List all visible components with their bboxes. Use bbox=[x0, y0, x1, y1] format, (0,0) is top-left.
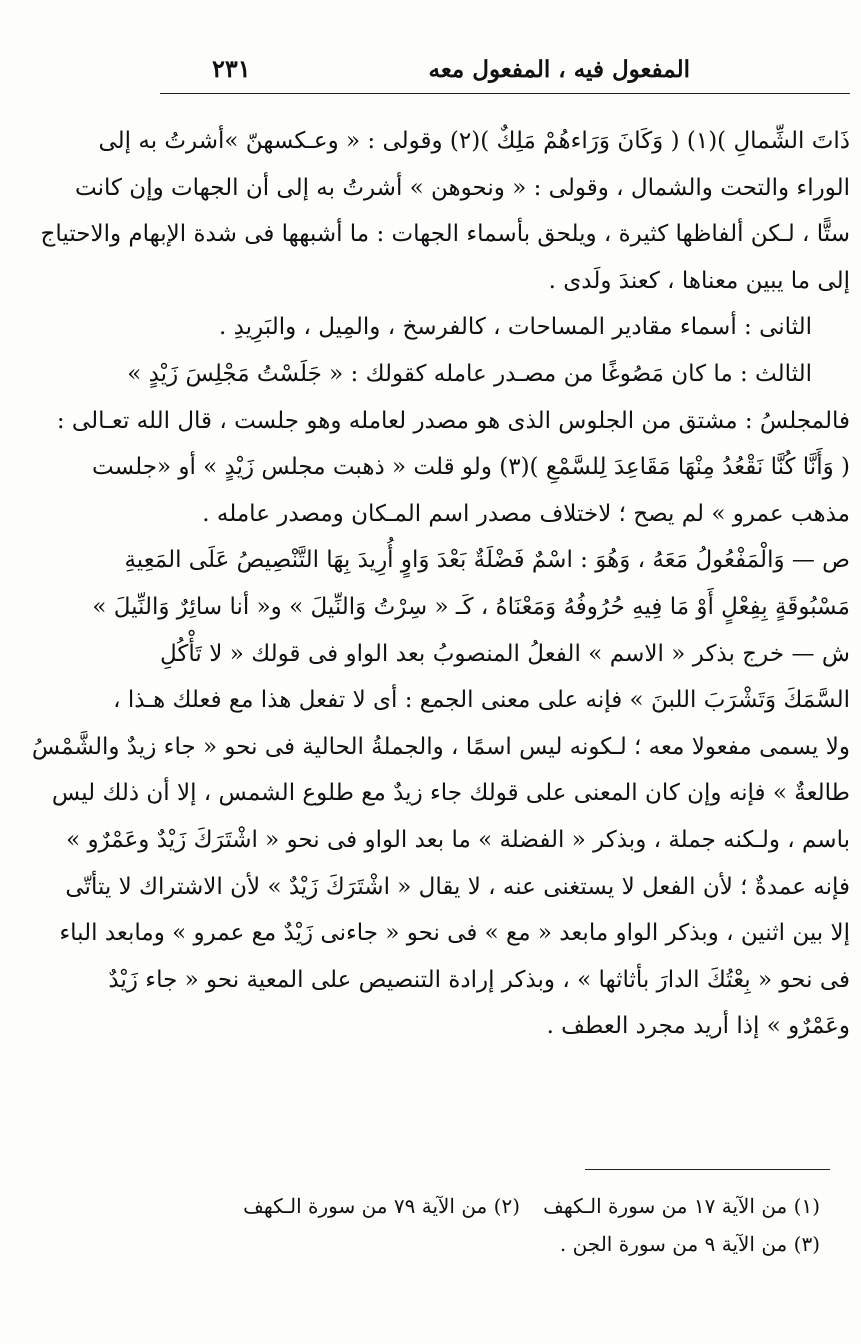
text-line: ص — وَالْمَفْعُولُ مَعَهُ ، وَهُوَ : اسْمٌ فَضْلَةٌ بَعْدَ وَاوٍ أُرِيدَ بِهَا التَّنْصِيصُ عَلَى المَعِيةِ bbox=[124, 547, 850, 574]
text-line: السَّمَكَ وَتَشْرَبَ اللبنَ » فإنه على معنى الجمع : أى لا تفعل هذا مع فعلك هـذا ، bbox=[113, 687, 850, 714]
header-rule bbox=[160, 93, 850, 94]
text-line: وعَمْرٌو » إذا أريد مجرد العطف . bbox=[546, 1013, 850, 1040]
text-line: مَسْبُوقَةٍ بِفِعْلٍ أَوْ مَا فِيهِ حُرُوفُهُ وَمَعْنَاهُ ، كَـ « سِرْتُ وَالنِّيلَ » و« أنا سائِرٌ وَالنِّيلَ » bbox=[92, 593, 850, 620]
text-line: ستًّا ، لـكن ألفاظها كثيرة ، ويلحق بأسماء الجهات : ما أشبهها فى شدة الإبهام والاحتياج bbox=[40, 221, 850, 248]
text-line: طالعةٌ » فإنه وإن كان المعنى على قولك جاء زيدٌ مع طلوع الشمس ، إلا أن ذلك ليس bbox=[51, 780, 850, 807]
text-line: إلى ما يبين معناها ، كعندَ ولَدى . bbox=[548, 267, 850, 294]
footnote-2: (٢) من الآية ٧٩ من سورة الـكهف bbox=[243, 1194, 520, 1218]
footnote-row bbox=[160, 1187, 850, 1225]
text-line: ( وَأَنَّا كُنَّا نَقْعُدُ مِنْهَا مَقَاعِدَ لِلسَّمْعِ )(٣) ولو قلت « ذهبت مجلس زَيْدٍ » أو «جلست bbox=[92, 454, 850, 481]
text-line: الثالث : ما كان مَصُوغًا من مصـدر عامله كقولك : « جَلَسْتُ مَجْلِسَ زَيْدٍ » bbox=[127, 360, 812, 387]
text-line: ولا يسمى مفعولا معه ؛ لـكونه ليس اسمًا ، والجملةُ الحالية فى نحو « جاء زيدٌ والشَّمْسُ bbox=[31, 733, 850, 760]
text-line: الثانى : أسماء مقادير المساحات ، كالفرسخ ، والمِيل ، والبَرِيدِ . bbox=[218, 314, 812, 341]
running-title: المفعول فيه ، المفعول معه bbox=[428, 56, 690, 83]
footnote-row bbox=[160, 1225, 850, 1263]
footnote-1: (١) من الآية ١٧ من سورة الـكهف bbox=[543, 1194, 820, 1218]
footnote-3: (٣) من الآية ٩ من سورة الجن . bbox=[559, 1232, 820, 1256]
text-line: مذهب عمرو » لم يصح ؛ لاختلاف مصدر اسم المـكان ومصدر عامله . bbox=[202, 500, 850, 527]
text-line: الوراء والتحت والشمال ، وقولى : « ونحوهن » أشرتُ به إلى أن الجهات وإن كانت bbox=[75, 174, 850, 201]
page-header bbox=[160, 52, 850, 92]
text-line: ش — خرج بذكر « الاسم » الفعلُ المنصوبُ بعد الواو فى قولك « لا تَأْكُلِ bbox=[160, 640, 850, 667]
footnotes bbox=[160, 1187, 850, 1263]
text-line: فإنه عمدةٌ ؛ لأن الفعل لا يستغنى عنه ، لا يقال « اشْتَرَكَ زَيْدٌ » لأن الاشتراك لا يتأتّى bbox=[65, 873, 850, 900]
text-line: باسم ، ولـكنه جملة ، وبذكر « الفضلة » ما بعد الواو فى نحو « اشْتَرَكَ زَيْدٌ وعَمْرٌو » bbox=[66, 826, 850, 853]
body-text bbox=[31, 118, 850, 1050]
text-line: إلا بين اثنين ، وبذكر الواو مابعد « مع » فى نحو « جاءنى زَيْدٌ مع عمرو » ومابعد الباء bbox=[59, 920, 850, 947]
page-number: ٢٣١ bbox=[212, 54, 251, 83]
text-line: ذَاتَ الشِّمالِ )(١) ( وَكَانَ وَرَاءهُمْ مَلِكٌ )(٢) وقولى : « وعـكسهنّ »أشرتُ به إلى bbox=[98, 128, 850, 154]
text-line: فالمجلسُ : مشتق من الجلوس الذى هو مصدر لعامله وهو جلست ، قال الله تعـالى : bbox=[56, 407, 850, 434]
footnote-rule bbox=[585, 1169, 830, 1170]
text-line: فى نحو « بِعْتُكَ الدارَ بأثاثها » ، وبذكر إرادة التنصيص على المعية نحو « جاء زَيْدٌ bbox=[108, 966, 850, 993]
